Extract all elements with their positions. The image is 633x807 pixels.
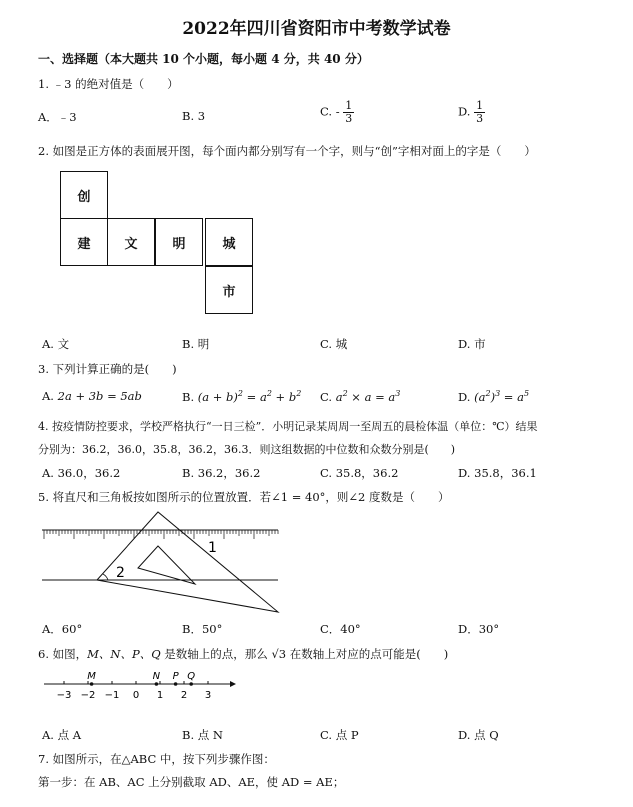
q6-stem: 6. 如图，M、N、P、Q 是数轴上的点，那么 √3 在数轴上对应的点可能是( )	[38, 647, 449, 661]
angle-2-label: 2	[116, 565, 125, 581]
number-line-point-label: N	[152, 671, 161, 682]
number-line-tick-label: −1	[104, 690, 120, 701]
q1-option-a: A．﹣3	[38, 110, 77, 124]
q6-option-c: C. 点 P	[320, 728, 359, 742]
number-line-point	[155, 682, 159, 686]
q2-option-b: B. 明	[182, 337, 210, 351]
q3-stem: 3. 下列计算正确的是( )	[38, 362, 177, 376]
angle-1-label: 1	[208, 540, 217, 556]
net-cell-jian: 建	[60, 218, 108, 266]
number-line-point	[174, 682, 178, 686]
q4-option-b: B. 36.2，36.2	[182, 466, 261, 480]
q2-option-c: C. 城	[320, 337, 348, 351]
q6-option-a: A. 点 A	[42, 728, 82, 742]
q2-stem: 2. 如图是正方体的表面展开图，每个面内都分别写有一个字，则与“创”字相对面上的字是（ ）	[38, 144, 536, 158]
q1-c-prefix: C. -	[320, 104, 340, 119]
page-title: 2022年四川省资阳市中考数学试卷	[182, 19, 451, 39]
q1-stem: 1. ﹣3 的绝对值是（ ）	[38, 77, 179, 91]
q5-option-d: D．30°	[458, 622, 500, 636]
q6-option-d: D. 点 Q	[458, 728, 499, 742]
q5-option-c: C．40°	[320, 622, 361, 636]
q5-stem: 5. 将直尺和三角板按如图所示的位置放置．若∠1 = 40°，则∠2 度数是（ ）	[38, 490, 450, 504]
q5-option-b: B．50°	[182, 622, 223, 636]
net-cell-cheng: 城	[205, 218, 253, 266]
q1-d-fraction: $\frac{1}{3}$	[476, 99, 484, 125]
q4-option-a: A. 36.0，36.2	[42, 466, 121, 480]
q7-stem: 7. 如图所示，在△ABC 中，按下列步骤作图：	[38, 752, 275, 766]
q3-option-d: D. $(a^2)^3 = a^5$	[458, 389, 530, 404]
number-line-figure	[40, 664, 240, 704]
ruler	[42, 530, 278, 580]
q1-option-d	[458, 100, 485, 125]
q1-d-prefix: D.	[458, 104, 471, 119]
q3-option-b: B. $(a + b)^2 = a^2 + b^2$	[182, 389, 302, 404]
triangle-ruler	[97, 512, 278, 612]
number-line-tick-label: −3	[56, 690, 72, 701]
q4-stem-line2: 分别为：36.2，36.0，35.8，36.2，36.3．则这组数据的中位数和众数分别是( )	[38, 443, 456, 456]
number-line-point-label: M	[87, 671, 96, 682]
q4-option-c: C. 35.8，36.2	[320, 466, 399, 480]
number-line-point-label: P	[172, 671, 179, 682]
q5-option-a: A．60°	[42, 622, 83, 636]
net-cell-wen: 文	[107, 218, 155, 266]
number-line-tick-label: 2	[180, 690, 188, 701]
number-line-tick-label: 1	[156, 690, 164, 701]
net-cell-chuang: 创	[60, 171, 108, 219]
q7-step1: 第一步：在 AB、AC 上分别截取 AD、AE，使 AD = AE；	[38, 775, 345, 789]
q3-option-a: A. 2a + 3b = 5ab	[42, 389, 142, 403]
number-line-tick-label: −2	[80, 690, 96, 701]
q1-option-b: B. 3	[182, 109, 206, 123]
net-cell-ming: 明	[155, 218, 203, 266]
q1-option-c	[320, 100, 354, 125]
net-cell-shi: 市	[205, 266, 253, 314]
section-heading: 一、选择题（本大题共 10 个小题，每小题 4 分，共 40 分）	[38, 52, 369, 66]
q1-c-fraction: $\frac{1}{3}$	[345, 99, 353, 125]
q2-option-d: D. 市	[458, 337, 486, 351]
q6-option-b: B. 点 N	[182, 728, 223, 742]
number-line-point	[90, 682, 94, 686]
q3-option-c: C. $a^2 \times a = a^3$	[320, 389, 401, 404]
q4-stem-line1: 4. 按疫情防控要求，学校严格执行“一日三检”．小明记录某周周一至周五的晨检体温（单位：℃）结果	[38, 420, 538, 433]
number-line-tick-label: 3	[204, 690, 212, 701]
q4-option-d: D. 35.8，36.1	[458, 466, 537, 480]
number-line-tick-label: 0	[132, 690, 140, 701]
ruler-triangle-figure	[40, 508, 290, 618]
q2-option-a: A. 文	[42, 337, 70, 351]
number-line-point-label: Q	[187, 671, 196, 682]
arrow-icon	[230, 681, 236, 687]
number-line-point	[189, 682, 193, 686]
